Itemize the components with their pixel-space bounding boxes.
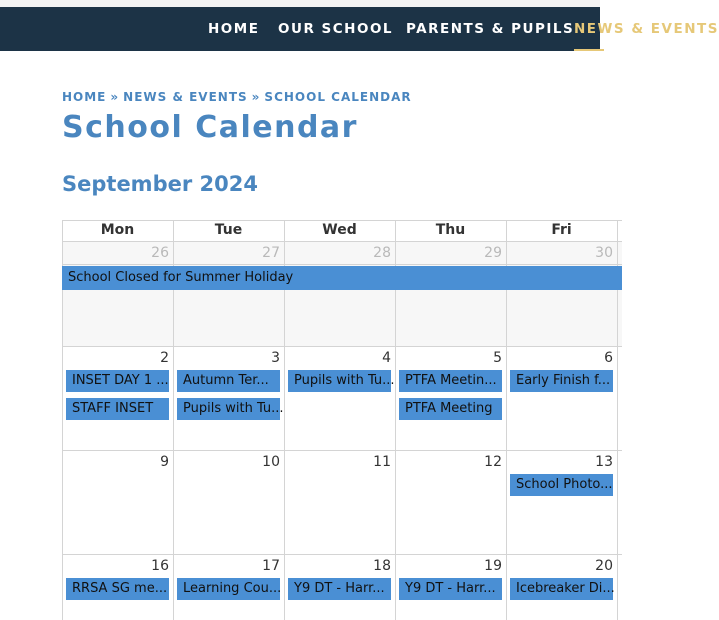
- breadcrumb-separator: »: [251, 90, 261, 104]
- day-number: 5: [493, 350, 502, 366]
- grid-line: [62, 346, 622, 347]
- day-number: 9: [160, 454, 169, 470]
- page-title: School Calendar: [62, 110, 358, 145]
- day-header-mon: Mon: [62, 220, 173, 241]
- calendar-event[interactable]: Y9 DT - Harr...: [288, 578, 391, 600]
- day-header-tue: Tue: [173, 220, 284, 241]
- day-number: 4: [382, 350, 391, 366]
- breadcrumb-school-calendar[interactable]: SCHOOL CALENDAR: [264, 90, 412, 104]
- nav-item-parents-pupils[interactable]: PARENTS & PUPILS: [406, 21, 575, 37]
- day-number: 29: [484, 245, 502, 261]
- day-number: 6: [604, 350, 613, 366]
- day-number: 3: [271, 350, 280, 366]
- calendar-event[interactable]: School Photo...: [510, 474, 613, 496]
- breadcrumb-separator: »: [110, 90, 120, 104]
- day-number: 27: [262, 245, 280, 261]
- calendar-grid: [62, 220, 622, 620]
- event-school-closed-summer-holiday[interactable]: School Closed for Summer Holiday: [62, 266, 622, 290]
- top-strip: [0, 0, 600, 7]
- breadcrumb: [62, 88, 412, 106]
- grid-line: [62, 554, 622, 555]
- calendar-event[interactable]: RRSA SG me...: [66, 578, 169, 600]
- grid-line: [62, 264, 622, 265]
- day-number: 18: [373, 558, 391, 574]
- day-number: 12: [484, 454, 502, 470]
- day-number: 28: [373, 245, 391, 261]
- calendar-event[interactable]: Pupils with Tu...: [288, 370, 391, 392]
- calendar-event[interactable]: Icebreaker Di...: [510, 578, 613, 600]
- nav-item-home[interactable]: HOME: [208, 21, 260, 37]
- day-header-wed: Wed: [284, 220, 395, 241]
- calendar-event[interactable]: PTFA Meeting: [399, 398, 502, 420]
- grid-line: [62, 220, 622, 221]
- day-number: 2: [160, 350, 169, 366]
- day-number: 13: [595, 454, 613, 470]
- calendar-event[interactable]: STAFF INSET: [66, 398, 169, 420]
- day-number: 20: [595, 558, 613, 574]
- calendar-event[interactable]: INSET DAY 1 ...: [66, 370, 169, 392]
- day-number: 26: [151, 245, 169, 261]
- nav-item-news-events[interactable]: NEWS & EVENTS: [574, 21, 719, 37]
- calendar-event[interactable]: PTFA Meetin...: [399, 370, 502, 392]
- breadcrumb-news-events[interactable]: NEWS & EVENTS: [123, 90, 248, 104]
- main-nav: [0, 7, 719, 51]
- day-number: 16: [151, 558, 169, 574]
- day-number: 30: [595, 245, 613, 261]
- calendar-event[interactable]: Learning Cou...: [177, 578, 280, 600]
- calendar-event[interactable]: Autumn Ter...: [177, 370, 280, 392]
- nav-active-underline: [574, 49, 604, 51]
- month-title: September 2024: [62, 172, 258, 196]
- day-number: 11: [373, 454, 391, 470]
- day-header-fri: Fri: [506, 220, 617, 241]
- grid-line: [62, 450, 622, 451]
- calendar-event[interactable]: Pupils with Tu...: [177, 398, 280, 420]
- day-number: 17: [262, 558, 280, 574]
- day-number: 10: [262, 454, 280, 470]
- grid-line: [62, 241, 622, 242]
- calendar-event[interactable]: Y9 DT - Harr...: [399, 578, 502, 600]
- breadcrumb-home[interactable]: HOME: [62, 90, 107, 104]
- day-number: 19: [484, 558, 502, 574]
- day-header-thu: Thu: [395, 220, 506, 241]
- nav-item-our-school[interactable]: OUR SCHOOL: [278, 21, 394, 37]
- calendar-event[interactable]: Early Finish f...: [510, 370, 613, 392]
